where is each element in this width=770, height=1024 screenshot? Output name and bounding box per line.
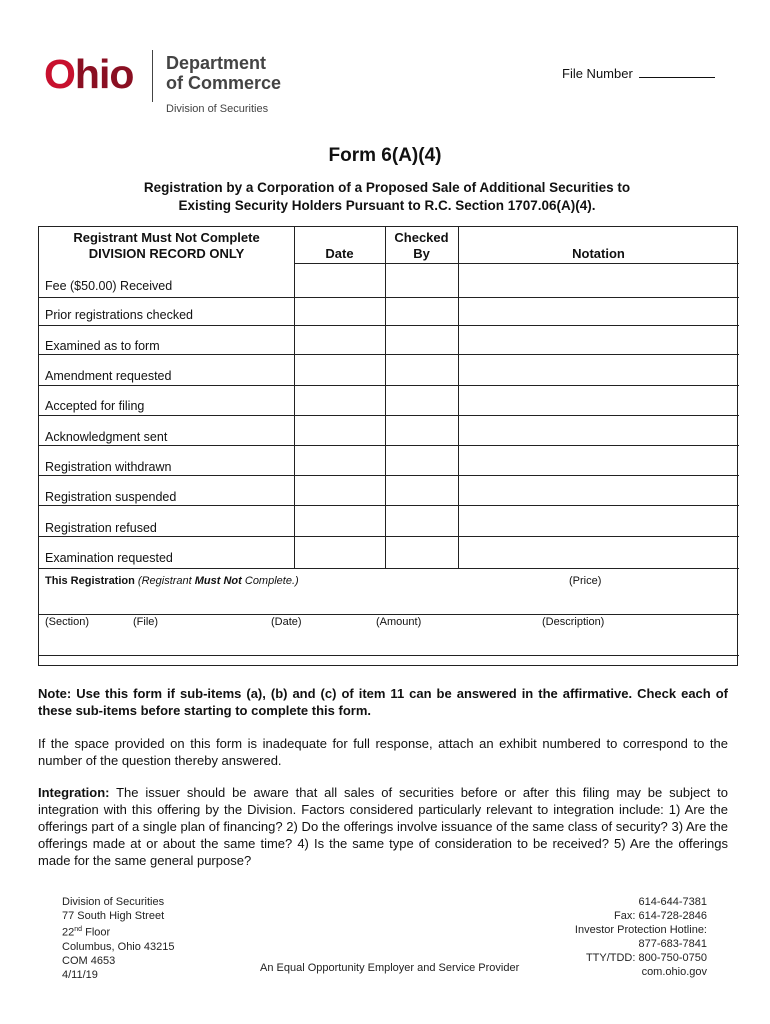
- row-examination: Examination requested: [45, 551, 173, 565]
- footer-address: [62, 895, 175, 982]
- section-label: (Section): [45, 616, 90, 628]
- division-record-table: [38, 226, 738, 666]
- file-number-blank[interactable]: [639, 66, 715, 78]
- header-col1-line-1: Registrant Must Not Complete: [73, 230, 260, 245]
- col-divider-2: [385, 227, 386, 569]
- dept-line-2: of Commerce: [166, 73, 282, 93]
- logo-o: O: [44, 51, 75, 97]
- header-division-record: [39, 230, 294, 262]
- row-line: [39, 536, 739, 537]
- row-withdrawn: Registration withdrawn: [45, 460, 172, 474]
- row-refused: Registration refused: [45, 521, 157, 535]
- subtitle-line-2: Existing Security Holders Pursuant to R.C. Section 1707.06(A)(4).: [178, 198, 596, 213]
- col-divider-3: [458, 227, 459, 569]
- description-label: (Description): [542, 616, 605, 628]
- header-col1-line-2: DIVISION RECORD ONLY: [88, 246, 245, 261]
- integration-label: Integration:: [38, 785, 110, 800]
- row-line: [39, 614, 739, 615]
- this-registration-italic-1: (Registrant: [137, 575, 195, 587]
- integration-paragraph: [38, 784, 728, 869]
- row-line: [39, 354, 739, 355]
- space-paragraph: If the space provided on this form is inadequate for full response, attach an exhibit numbered to correspond to the number of the question thereby answered.: [38, 736, 728, 768]
- row-examined: Examined as to form: [45, 339, 160, 353]
- this-registration-bold: This Registration: [45, 575, 135, 587]
- row-line: [294, 263, 739, 264]
- footer-website-link[interactable]: com.ohio.gov: [641, 966, 707, 978]
- amount-label: (Amount): [376, 616, 422, 628]
- footer-city: Columbus, Ohio 43215: [62, 940, 175, 953]
- row-acknowledgment: Acknowledgment sent: [45, 430, 168, 444]
- header-checked-line-2: By: [413, 246, 430, 261]
- ohio-logo: [44, 52, 133, 96]
- footer-fax: Fax: 614-728-2846: [614, 910, 707, 922]
- file-number-field[interactable]: [562, 66, 715, 81]
- header-checked-by: [385, 230, 458, 262]
- row-line: [39, 297, 739, 298]
- header-notation: Notation: [572, 246, 625, 261]
- row-line: [39, 445, 739, 446]
- footer-date: 4/11/19: [62, 968, 98, 981]
- dept-line-1: Department: [166, 53, 267, 73]
- footer-equal-opportunity: An Equal Opportunity Employer and Service Provider: [260, 962, 520, 974]
- footer-floor: [62, 923, 175, 940]
- row-line: [39, 385, 739, 386]
- row-line: [39, 568, 739, 569]
- file-number-label: File Number: [562, 66, 633, 81]
- footer-floor-word: Floor: [82, 926, 111, 939]
- division-name: Division of Securities: [166, 103, 269, 115]
- logo-divider: [152, 50, 153, 102]
- note-paragraph: Note: Use this form if sub-items (a), (b) and (c) of item 11 can be answered in the affirmative. Check each of these sub-items before starting to complete this form.: [38, 686, 728, 718]
- row-line: [39, 415, 739, 416]
- footer-floor-suffix: nd: [74, 926, 83, 933]
- row-suspended: Registration suspended: [45, 490, 177, 504]
- this-registration-italic-2: Complete.): [241, 575, 299, 587]
- file-label: (File): [133, 616, 159, 628]
- row-line: [39, 325, 739, 326]
- row-line: [39, 475, 739, 476]
- col-divider-1: [294, 227, 295, 569]
- department-name: [166, 53, 281, 93]
- form-title: Form 6(A)(4): [328, 145, 442, 166]
- footer-street: 77 South High Street: [62, 910, 165, 922]
- form-subtitle: [80, 179, 694, 215]
- footer-division: Division of Securities: [62, 896, 165, 908]
- this-registration-label: [45, 575, 299, 587]
- row-fee-received: Fee ($50.00) Received: [45, 279, 173, 293]
- this-registration-must-not: Must Not: [194, 575, 242, 587]
- row-line: [39, 655, 739, 656]
- footer-hotline: 877-683-7841: [638, 938, 707, 950]
- integration-text: The issuer should be aware that all sales of securities before or after this filing may be subject to integration with this offering by the Division. Factors considered particularly relevant to integration include: 1) Are the offerings part of a single plan of financing? 2) Do the offerings involve issuance of the same class of security? 3) Are the offerings made at or about the same time? 4) Is the same type of consideration to be received? 5) Are the offerings made for the same general purpose?: [38, 785, 728, 868]
- price-label: (Price): [569, 575, 602, 587]
- header-date: Date: [325, 246, 354, 261]
- row-accepted: Accepted for filing: [45, 399, 145, 413]
- footer-tty: TTY/TDD: 800-750-0750: [585, 952, 707, 964]
- logo-hio: hio: [74, 51, 134, 97]
- date-label: (Date): [271, 616, 302, 628]
- row-amendment: Amendment requested: [45, 369, 172, 383]
- footer-contact: [500, 895, 707, 979]
- row-prior-registrations: Prior registrations checked: [45, 308, 193, 322]
- footer-phone: 614-644-7381: [638, 896, 707, 908]
- subtitle-line-1: Registration by a Corporation of a Proposed Sale of Additional Securities to: [143, 180, 631, 195]
- footer-floor-num: 22: [62, 926, 75, 939]
- footer-hotline-label: Investor Protection Hotline:: [574, 924, 707, 936]
- row-line: [39, 505, 739, 506]
- header-checked-line-1: Checked: [394, 230, 449, 245]
- footer-form-code: COM 4653: [62, 954, 116, 967]
